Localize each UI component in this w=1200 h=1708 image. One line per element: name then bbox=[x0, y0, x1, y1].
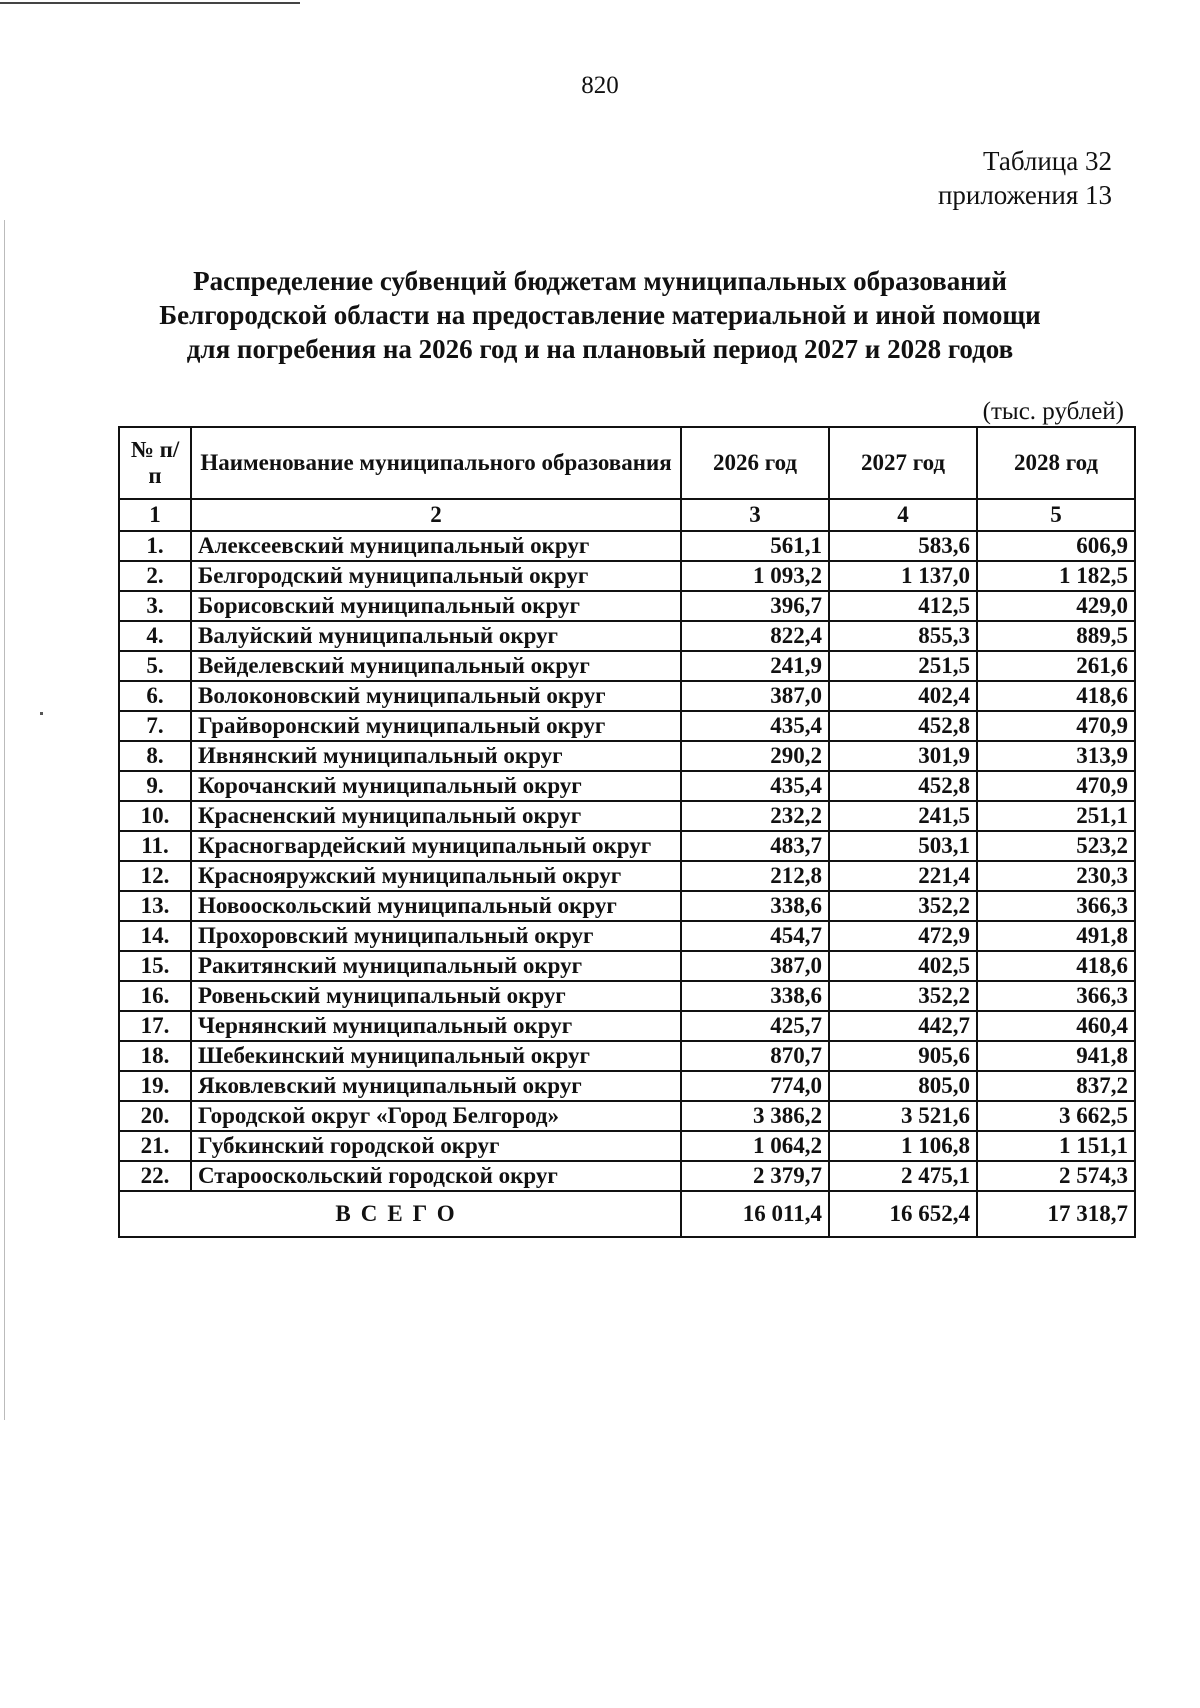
value-2028: 261,6 bbox=[977, 651, 1135, 681]
value-2027: 855,3 bbox=[829, 621, 977, 651]
municipality-name: Алексеевский муниципальный округ bbox=[191, 531, 681, 561]
value-2026: 425,7 bbox=[681, 1011, 829, 1041]
municipality-name: Грайворонский муниципальный округ bbox=[191, 711, 681, 741]
document-title bbox=[120, 264, 1080, 366]
value-2026: 454,7 bbox=[681, 921, 829, 951]
row-number: 2. bbox=[119, 561, 191, 591]
value-2026: 290,2 bbox=[681, 741, 829, 771]
value-2028: 418,6 bbox=[977, 681, 1135, 711]
municipality-name: Вейделевский муниципальный округ bbox=[191, 651, 681, 681]
table-row bbox=[119, 1011, 1135, 1041]
value-2027: 452,8 bbox=[829, 711, 977, 741]
municipality-name: Губкинский городской округ bbox=[191, 1131, 681, 1161]
table-reference-line1: Таблица 32 bbox=[983, 146, 1112, 176]
value-2026: 387,0 bbox=[681, 951, 829, 981]
row-number: 14. bbox=[119, 921, 191, 951]
municipality-name: Красногвардейский муниципальный округ bbox=[191, 831, 681, 861]
municipality-name: Красненский муниципальный округ bbox=[191, 801, 681, 831]
row-number: 20. bbox=[119, 1101, 191, 1131]
municipality-name: Ивнянский муниципальный округ bbox=[191, 741, 681, 771]
column-numbers-row bbox=[119, 499, 1135, 531]
value-2028: 418,6 bbox=[977, 951, 1135, 981]
value-2028: 230,3 bbox=[977, 861, 1135, 891]
value-2026: 2 379,7 bbox=[681, 1161, 829, 1191]
value-2028: 429,0 bbox=[977, 591, 1135, 621]
value-2027: 221,4 bbox=[829, 861, 977, 891]
table-row bbox=[119, 591, 1135, 621]
municipality-name: Борисовский муниципальный округ bbox=[191, 591, 681, 621]
municipality-name: Яковлевский муниципальный округ bbox=[191, 1071, 681, 1101]
municipality-name: Ракитянский муниципальный округ bbox=[191, 951, 681, 981]
value-2026: 232,2 bbox=[681, 801, 829, 831]
row-number: 15. bbox=[119, 951, 191, 981]
value-2028: 251,1 bbox=[977, 801, 1135, 831]
municipality-name: Чернянский муниципальный округ bbox=[191, 1011, 681, 1041]
table-row bbox=[119, 801, 1135, 831]
row-number: 19. bbox=[119, 1071, 191, 1101]
column-number: 2 bbox=[191, 499, 681, 531]
value-2026: 212,8 bbox=[681, 861, 829, 891]
header-2026: 2026 год bbox=[681, 427, 829, 499]
municipality-name: Волоконовский муниципальный округ bbox=[191, 681, 681, 711]
municipality-name: Белгородский муниципальный округ bbox=[191, 561, 681, 591]
value-2028: 470,9 bbox=[977, 771, 1135, 801]
total-2027: 16 652,4 bbox=[829, 1191, 977, 1237]
value-2027: 352,2 bbox=[829, 891, 977, 921]
row-number: 10. bbox=[119, 801, 191, 831]
header-no: № п/п bbox=[119, 427, 191, 499]
value-2028: 491,8 bbox=[977, 921, 1135, 951]
value-2026: 435,4 bbox=[681, 771, 829, 801]
row-number: 1. bbox=[119, 531, 191, 561]
municipality-name: Новооскольский муниципальный округ bbox=[191, 891, 681, 921]
total-2028: 17 318,7 bbox=[977, 1191, 1135, 1237]
value-2028: 1 151,1 bbox=[977, 1131, 1135, 1161]
column-number: 1 bbox=[119, 499, 191, 531]
value-2026: 822,4 bbox=[681, 621, 829, 651]
value-2026: 483,7 bbox=[681, 831, 829, 861]
document-title-line2: Белгородской области на предоставление материальной и иной помощи bbox=[159, 300, 1041, 330]
value-2027: 442,7 bbox=[829, 1011, 977, 1041]
row-number: 21. bbox=[119, 1131, 191, 1161]
total-2026: 16 011,4 bbox=[681, 1191, 829, 1237]
value-2028: 941,8 bbox=[977, 1041, 1135, 1071]
header-2028: 2028 год bbox=[977, 427, 1135, 499]
value-2027: 2 475,1 bbox=[829, 1161, 977, 1191]
value-2027: 905,6 bbox=[829, 1041, 977, 1071]
column-number: 5 bbox=[977, 499, 1135, 531]
table-row bbox=[119, 861, 1135, 891]
value-2026: 338,6 bbox=[681, 981, 829, 1011]
page-number: 820 bbox=[581, 72, 619, 99]
table-row bbox=[119, 1101, 1135, 1131]
municipality-name: Ровеньский муниципальный округ bbox=[191, 981, 681, 1011]
value-2028: 460,4 bbox=[977, 1011, 1135, 1041]
table-row bbox=[119, 891, 1135, 921]
value-2027: 452,8 bbox=[829, 771, 977, 801]
table-row bbox=[119, 1041, 1135, 1071]
table-row bbox=[119, 951, 1135, 981]
municipality-name: Корочанский муниципальный округ bbox=[191, 771, 681, 801]
row-number: 6. bbox=[119, 681, 191, 711]
value-2028: 3 662,5 bbox=[977, 1101, 1135, 1131]
value-2026: 870,7 bbox=[681, 1041, 829, 1071]
value-2027: 402,5 bbox=[829, 951, 977, 981]
municipality-name: Валуйский муниципальный округ bbox=[191, 621, 681, 651]
table-row bbox=[119, 771, 1135, 801]
value-2028: 470,9 bbox=[977, 711, 1135, 741]
table-reference bbox=[938, 144, 1112, 212]
scan-artifact-top-line bbox=[0, 2, 300, 4]
table-row bbox=[119, 1131, 1135, 1161]
value-2026: 241,9 bbox=[681, 651, 829, 681]
value-2028: 889,5 bbox=[977, 621, 1135, 651]
value-2027: 402,4 bbox=[829, 681, 977, 711]
value-2027: 412,5 bbox=[829, 591, 977, 621]
row-number: 5. bbox=[119, 651, 191, 681]
value-2028: 2 574,3 bbox=[977, 1161, 1135, 1191]
value-2026: 338,6 bbox=[681, 891, 829, 921]
value-2027: 583,6 bbox=[829, 531, 977, 561]
row-number: 18. bbox=[119, 1041, 191, 1071]
value-2026: 3 386,2 bbox=[681, 1101, 829, 1131]
table-row bbox=[119, 741, 1135, 771]
value-2026: 435,4 bbox=[681, 711, 829, 741]
column-number: 4 bbox=[829, 499, 977, 531]
row-number: 22. bbox=[119, 1161, 191, 1191]
table-reference-line2: приложения 13 bbox=[937, 180, 1112, 210]
total-row bbox=[119, 1191, 1135, 1237]
value-2026: 1 093,2 bbox=[681, 561, 829, 591]
table-row bbox=[119, 681, 1135, 711]
value-2028: 366,3 bbox=[977, 891, 1135, 921]
value-2026: 387,0 bbox=[681, 681, 829, 711]
total-label: ВСЕГО bbox=[119, 1191, 681, 1237]
table-row bbox=[119, 921, 1135, 951]
municipality-name: Шебекинский муниципальный округ bbox=[191, 1041, 681, 1071]
municipality-name: Прохоровский муниципальный округ bbox=[191, 921, 681, 951]
value-2027: 1 106,8 bbox=[829, 1131, 977, 1161]
table-row bbox=[119, 981, 1135, 1011]
row-number: 11. bbox=[119, 831, 191, 861]
value-2027: 503,1 bbox=[829, 831, 977, 861]
row-number: 8. bbox=[119, 741, 191, 771]
table-row bbox=[119, 561, 1135, 591]
value-2026: 774,0 bbox=[681, 1071, 829, 1101]
value-2028: 366,3 bbox=[977, 981, 1135, 1011]
table-row bbox=[119, 831, 1135, 861]
row-number: 7. bbox=[119, 711, 191, 741]
value-2027: 472,9 bbox=[829, 921, 977, 951]
table-row bbox=[119, 711, 1135, 741]
municipality-name: Городской округ «Город Белгород» bbox=[191, 1101, 681, 1131]
scan-artifact-dot bbox=[40, 712, 43, 715]
value-2028: 1 182,5 bbox=[977, 561, 1135, 591]
row-number: 9. bbox=[119, 771, 191, 801]
table-row bbox=[119, 1161, 1135, 1191]
row-number: 3. bbox=[119, 591, 191, 621]
value-2028: 523,2 bbox=[977, 831, 1135, 861]
table-row bbox=[119, 651, 1135, 681]
row-number: 12. bbox=[119, 861, 191, 891]
row-number: 4. bbox=[119, 621, 191, 651]
value-2026: 561,1 bbox=[681, 531, 829, 561]
value-2026: 1 064,2 bbox=[681, 1131, 829, 1161]
value-2027: 251,5 bbox=[829, 651, 977, 681]
table-body bbox=[119, 499, 1135, 1191]
scan-artifact-left-line bbox=[4, 220, 5, 1420]
municipality-name: Краснояружский муниципальный округ bbox=[191, 861, 681, 891]
table-row bbox=[119, 1071, 1135, 1101]
value-2028: 606,9 bbox=[977, 531, 1135, 561]
column-number: 3 bbox=[681, 499, 829, 531]
table-header-row bbox=[119, 427, 1135, 499]
value-2027: 805,0 bbox=[829, 1071, 977, 1101]
header-name: Наименование муниципального образования bbox=[191, 427, 681, 499]
value-2026: 396,7 bbox=[681, 591, 829, 621]
row-number: 16. bbox=[119, 981, 191, 1011]
value-2027: 241,5 bbox=[829, 801, 977, 831]
value-2028: 313,9 bbox=[977, 741, 1135, 771]
document-title-line1: Распределение субвенций бюджетам муниципальных образований bbox=[193, 266, 1007, 296]
header-2027: 2027 год bbox=[829, 427, 977, 499]
value-2027: 1 137,0 bbox=[829, 561, 977, 591]
subventions-table bbox=[118, 426, 1136, 1238]
table-row bbox=[119, 531, 1135, 561]
document-title-line3: для погребения на 2026 год и на плановый период 2027 и 2028 годов bbox=[186, 334, 1014, 364]
municipality-name: Старооскольский городской округ bbox=[191, 1161, 681, 1191]
table-row bbox=[119, 621, 1135, 651]
row-number: 13. bbox=[119, 891, 191, 921]
value-2027: 352,2 bbox=[829, 981, 977, 1011]
value-2027: 301,9 bbox=[829, 741, 977, 771]
value-2027: 3 521,6 bbox=[829, 1101, 977, 1131]
row-number: 17. bbox=[119, 1011, 191, 1041]
units-label: (тыс. рублей) bbox=[982, 398, 1124, 425]
value-2028: 837,2 bbox=[977, 1071, 1135, 1101]
